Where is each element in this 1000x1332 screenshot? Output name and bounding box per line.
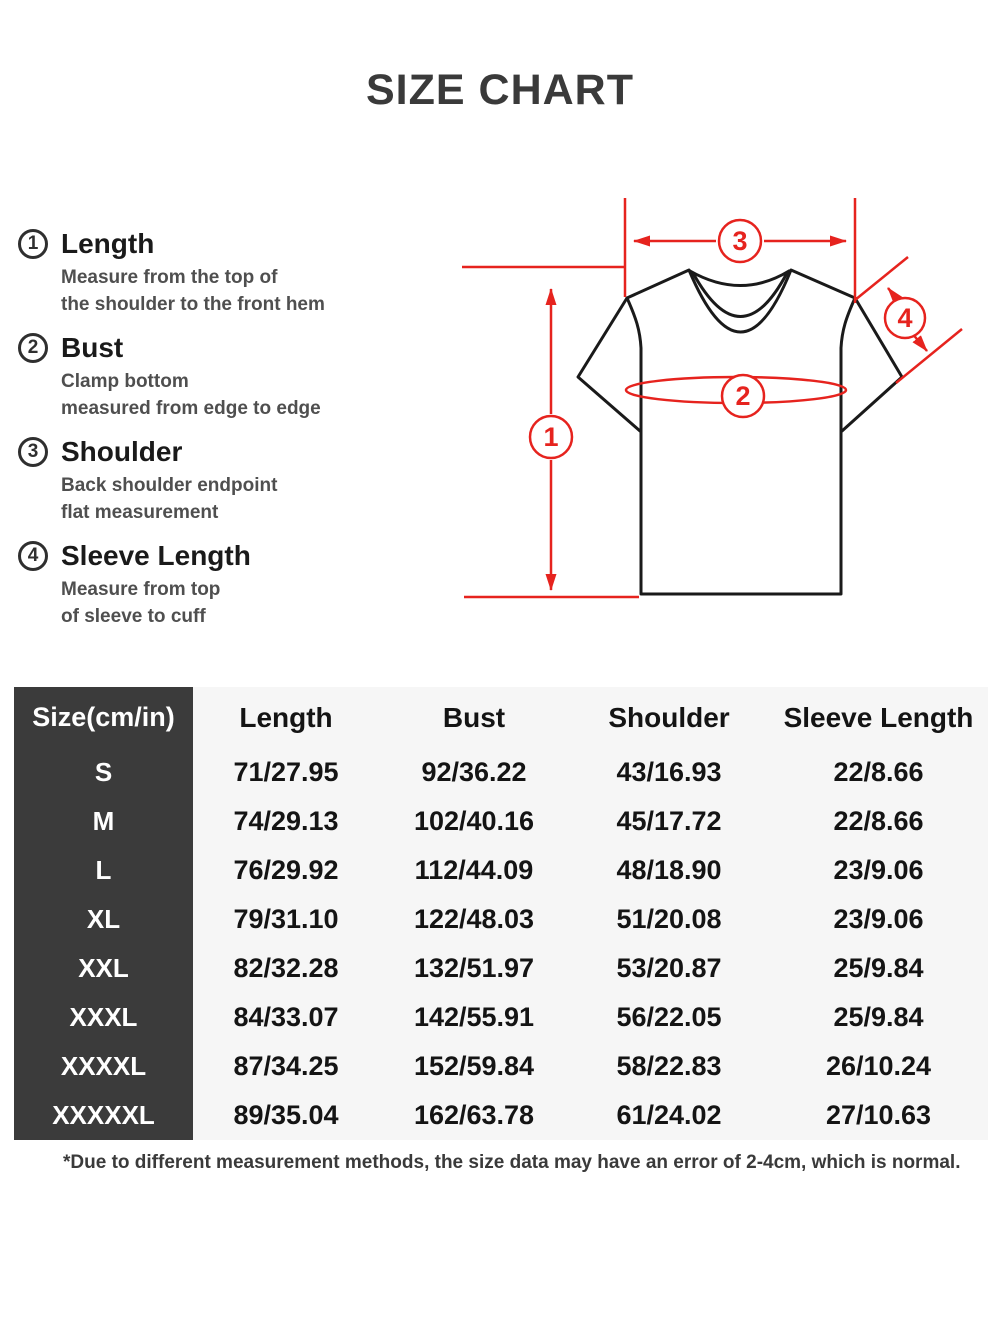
description-line: Back shoulder endpoint <box>61 475 278 496</box>
circled-number-3: 3 <box>18 437 48 467</box>
table-cell: 58/22.83 <box>616 1051 722 1081</box>
measurement-marks <box>462 198 962 597</box>
sleeve-line-top <box>855 257 908 300</box>
table-cell: 71/27.95 <box>233 757 339 787</box>
table-cell: 76/29.92 <box>233 855 339 885</box>
table-cell: 152/59.84 <box>413 1051 535 1081</box>
size-table <box>14 687 988 1140</box>
size-label: XL <box>14 895 193 944</box>
table-cell: 23/9.06 <box>833 855 924 885</box>
size-label: L <box>14 846 193 895</box>
table-cell: 74/29.13 <box>233 806 339 836</box>
diagram-markers <box>530 220 925 458</box>
table-cell: 25/9.84 <box>833 953 924 983</box>
size-label: XXXL <box>14 993 193 1042</box>
bust-marker-number: 2 <box>735 381 751 411</box>
circled-number-2: 2 <box>18 333 48 363</box>
table-cell: 112/44.09 <box>414 855 534 885</box>
size-label: XXL <box>14 944 193 993</box>
table-cell: 22/8.66 <box>833 806 924 836</box>
table-cell: 53/20.87 <box>616 953 722 983</box>
col-header-bust: Bust <box>442 701 506 733</box>
table-cell: 26/10.24 <box>825 1051 932 1081</box>
tshirt-outline <box>578 270 902 594</box>
instruction-description <box>61 265 448 318</box>
shoulder-marker-number: 3 <box>732 226 748 256</box>
table-cell: 22/8.66 <box>833 757 924 787</box>
instruction-sleeve-length <box>18 540 448 630</box>
instruction-description <box>61 369 448 422</box>
table-cell: 25/9.84 <box>833 1002 924 1032</box>
table-cell: 79/31.10 <box>233 904 339 934</box>
tshirt-measurement-diagram <box>440 180 1000 650</box>
table-cell: 43/16.93 <box>616 757 722 787</box>
instruction-title: Bust <box>61 332 124 363</box>
description-line: of sleeve to cuff <box>61 605 206 627</box>
size-label: S <box>14 748 193 797</box>
table-cell: 56/22.05 <box>616 1002 722 1032</box>
instruction-description <box>61 473 448 526</box>
back-neck-line <box>690 271 789 286</box>
length-marker-number: 1 <box>543 422 559 452</box>
tshirt-body <box>627 270 855 594</box>
instruction-length <box>18 228 448 318</box>
left-sleeve <box>578 298 640 431</box>
col-header-shoulder: Shoulder <box>608 701 730 733</box>
table-cell: 87/34.25 <box>233 1051 339 1081</box>
table-cell: 82/32.28 <box>233 953 339 983</box>
size-label: XXXXL <box>14 1042 193 1091</box>
table-cell: 61/24.02 <box>616 1100 722 1130</box>
table-cell: 92/36.22 <box>421 757 527 787</box>
col-header-sleeve: Sleeve Length <box>783 701 974 733</box>
description-line: measured from edge to edge <box>61 397 321 419</box>
description-line: Measure from the top of <box>61 267 278 288</box>
table-cell: 122/48.03 <box>413 904 535 934</box>
table-cell: 102/40.16 <box>413 806 535 836</box>
table-cell: 84/33.07 <box>233 1002 339 1032</box>
size-label: M <box>14 797 193 846</box>
table-cell: 162/63.78 <box>413 1100 535 1130</box>
instruction-title: Shoulder <box>61 436 183 467</box>
instruction-title: Sleeve Length <box>61 540 251 571</box>
measurement-instructions <box>18 228 448 644</box>
table-cell: 48/18.90 <box>616 855 722 885</box>
instruction-shoulder <box>18 436 448 526</box>
instruction-title: Length <box>61 228 155 259</box>
size-label: XXXXXL <box>14 1091 193 1140</box>
description-line: Clamp bottom <box>61 371 189 392</box>
description-line: flat measurement <box>61 501 219 523</box>
instruction-description <box>61 577 448 630</box>
page-title: SIZE CHART <box>366 66 634 114</box>
col-header-length: Length <box>239 701 333 733</box>
table-cell: 23/9.06 <box>833 904 924 934</box>
description-line: the shoulder to the front hem <box>61 293 325 315</box>
circled-number-4: 4 <box>18 541 48 571</box>
measurement-disclaimer: *Due to different measurement methods, the size data may have an error of 2-4cm, which is normal. <box>63 1152 961 1173</box>
table-cell: 132/51.97 <box>413 953 535 983</box>
sleeve-marker-number: 4 <box>897 303 913 333</box>
table-cell: 45/17.72 <box>616 806 722 836</box>
table-cell: 51/20.08 <box>616 904 722 934</box>
table-cell: 89/35.04 <box>233 1100 339 1130</box>
instruction-bust <box>18 332 448 422</box>
col-header-size: Size(cm/in) <box>14 687 193 748</box>
table-cell: 27/10.63 <box>825 1100 932 1130</box>
description-line: Measure from top <box>61 579 221 600</box>
circled-number-1: 1 <box>18 229 48 259</box>
table-cell: 142/55.91 <box>413 1002 535 1032</box>
